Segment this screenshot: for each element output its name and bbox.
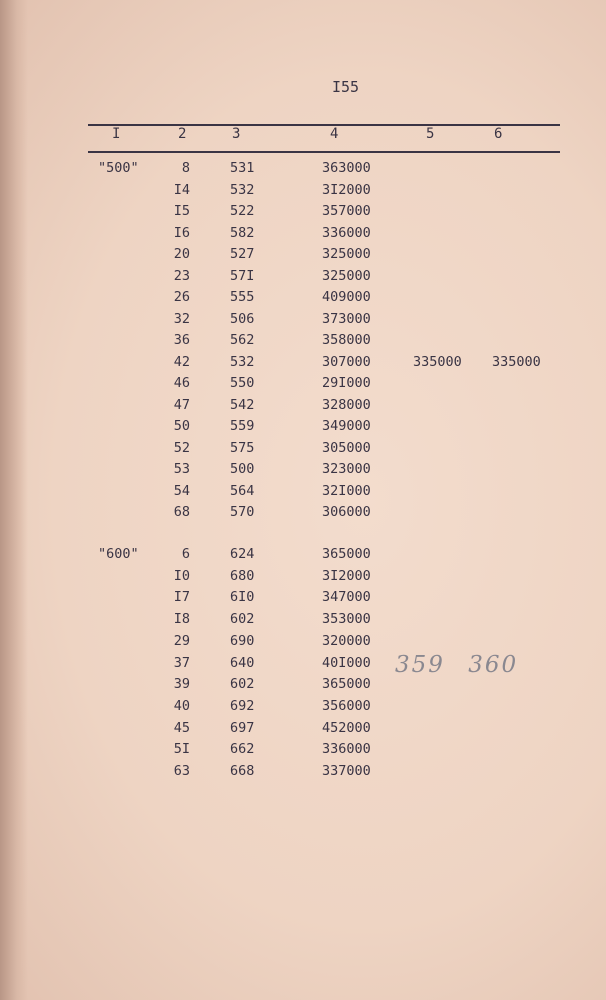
cell-col-2: I6 (173, 224, 190, 241)
cell-col-4: 40I000 (322, 654, 371, 671)
cell-col-3: 624 (230, 546, 255, 562)
cell-col-2: 26 (173, 289, 190, 305)
cell-col-3: 602 (230, 676, 255, 693)
cell-col-4: 347000 (322, 589, 371, 606)
cell-col-3: 542 (230, 396, 255, 413)
cell-col-2: 68 (173, 504, 190, 520)
cell-col-4: 336000 (322, 741, 371, 758)
handwritten-note: 359 360 (395, 652, 519, 678)
cell-col-3: 680 (230, 567, 255, 584)
column-header-2: 2 (178, 126, 187, 142)
table-header-rule (88, 151, 560, 153)
cell-col-4: 3I2000 (322, 567, 371, 584)
book-spine-shadow (0, 0, 28, 1000)
cell-col-4: 358000 (322, 332, 371, 348)
cell-col-4: 320000 (322, 632, 371, 649)
cell-col-3: 527 (230, 246, 255, 262)
cell-col-2: 8 (181, 160, 190, 176)
cell-col-4: 3I2000 (322, 181, 371, 198)
cell-col-2: 6 (181, 546, 190, 562)
cell-col-2: 32 (173, 310, 190, 327)
cell-col-6: 335000 (492, 353, 541, 370)
page-number: I55 (332, 78, 360, 96)
cell-col-3: 668 (230, 763, 255, 779)
cell-col-4: 365000 (322, 546, 371, 562)
cell-col-3: 555 (230, 289, 255, 305)
cell-col-4: 452000 (322, 719, 371, 736)
cell-col-3: 559 (230, 418, 255, 434)
cell-col-3: 564 (230, 482, 255, 499)
group-label: "600" (98, 546, 139, 562)
cell-col-2: I8 (173, 611, 190, 628)
cell-col-4: 349000 (322, 418, 371, 434)
cell-col-4: 29I000 (322, 375, 371, 391)
cell-col-4: 337000 (322, 763, 371, 779)
cell-col-3: 506 (230, 310, 255, 327)
cell-col-4: 325000 (322, 267, 371, 284)
cell-col-2: 52 (173, 439, 190, 456)
cell-col-4: 325000 (322, 246, 371, 262)
cell-col-2: 23 (173, 267, 190, 284)
cell-col-4: 306000 (322, 504, 371, 520)
column-header-5: 5 (426, 126, 435, 142)
cell-col-3: 550 (230, 375, 255, 391)
cell-col-2: 5I (173, 741, 190, 758)
cell-col-4: 357000 (322, 203, 371, 219)
cell-col-2: 42 (173, 353, 190, 370)
cell-col-4: 363000 (322, 160, 371, 176)
cell-col-3: 6I0 (230, 589, 255, 606)
cell-col-3: 562 (230, 332, 255, 348)
cell-col-3: 532 (230, 353, 255, 370)
cell-col-2: 29 (173, 632, 190, 649)
column-header-4: 4 (330, 126, 339, 142)
cell-col-2: 54 (173, 482, 190, 499)
cell-col-2: 53 (173, 461, 190, 477)
cell-col-3: 575 (230, 439, 255, 456)
cell-col-2: I5 (173, 203, 190, 219)
cell-col-2: I0 (173, 567, 190, 584)
cell-col-3: 532 (230, 181, 255, 198)
cell-col-3: 522 (230, 203, 255, 219)
column-header-3: 3 (232, 126, 241, 142)
cell-col-2: 47 (173, 396, 190, 413)
cell-col-3: 640 (230, 654, 255, 671)
column-header-6: 6 (494, 126, 503, 142)
cell-col-2: 37 (173, 654, 190, 671)
cell-col-2: 20 (173, 246, 190, 262)
cell-col-4: 365000 (322, 676, 371, 693)
table-top-rule (88, 124, 560, 126)
cell-col-3: 690 (230, 632, 255, 649)
cell-col-3: 570 (230, 504, 255, 520)
cell-col-2: 46 (173, 375, 190, 391)
group-label: "500" (98, 160, 139, 176)
cell-col-4: 373000 (322, 310, 371, 327)
cell-col-2: 40 (173, 697, 190, 714)
cell-col-4: 336000 (322, 224, 371, 241)
cell-col-2: 39 (173, 676, 190, 693)
cell-col-3: 500 (230, 461, 255, 477)
cell-col-3: 531 (230, 160, 255, 176)
column-header-1: I (112, 126, 121, 142)
cell-col-4: 356000 (322, 697, 371, 714)
cell-col-3: 582 (230, 224, 255, 241)
cell-col-5: 335000 (413, 353, 462, 370)
cell-col-4: 409000 (322, 289, 371, 305)
cell-col-2: 63 (173, 763, 190, 779)
cell-col-3: 697 (230, 719, 255, 736)
cell-col-4: 328000 (322, 396, 371, 413)
cell-col-2: 50 (173, 418, 190, 434)
cell-col-2: I4 (173, 181, 190, 198)
cell-col-4: 307000 (322, 353, 371, 370)
cell-col-2: 36 (173, 332, 190, 348)
cell-col-2: I7 (173, 589, 190, 606)
cell-col-4: 323000 (322, 461, 371, 477)
cell-col-3: 57I (230, 267, 255, 284)
cell-col-2: 45 (173, 719, 190, 736)
cell-col-3: 662 (230, 741, 255, 758)
cell-col-3: 602 (230, 611, 255, 628)
cell-col-4: 32I000 (322, 482, 371, 499)
cell-col-3: 692 (230, 697, 255, 714)
cell-col-4: 305000 (322, 439, 371, 456)
cell-col-4: 353000 (322, 611, 371, 628)
